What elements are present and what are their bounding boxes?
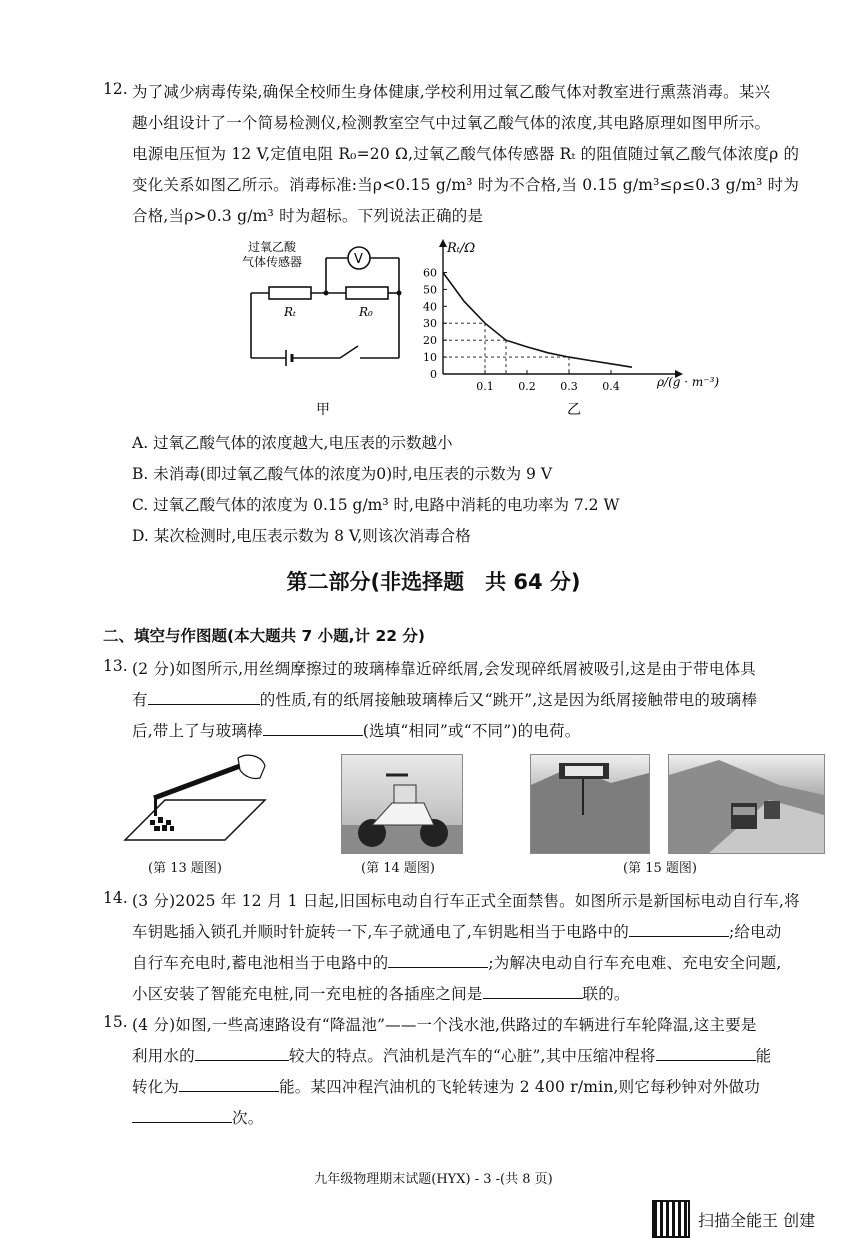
q13-blank-1[interactable]: [148, 690, 260, 705]
q14-number: 14.: [103, 889, 128, 907]
graph-x-tick-label: 0.3: [560, 380, 578, 393]
graph-y-tick-label: 10: [423, 351, 437, 365]
fig13-caption: (第 13 题图): [148, 861, 222, 876]
switch-symbol: [340, 346, 358, 358]
q15-line-4: 次。: [132, 1106, 263, 1128]
graph-y-tick-label: 20: [423, 334, 437, 348]
q15-line-3: 转化为 能。某四冲程汽油机的飞轮转速为 2 400 r/min,则它每秒钟对外做功: [132, 1078, 760, 1096]
q15-blank-4[interactable]: [132, 1108, 232, 1123]
q13-number: 13.: [103, 657, 128, 675]
q13-line-3: 后,带上了与玻璃棒 (选填“相同”或“不同”)的电荷。: [132, 722, 581, 740]
voltmeter-label: V: [354, 252, 363, 267]
circuit-diagram: [236, 236, 406, 426]
q12-option-b: B. 未消毒(即过氧乙酸气体的浓度为0)时,电压表的示数为 9 V: [132, 465, 553, 483]
graph-y-axis-arrow: [439, 239, 447, 247]
q12-number: 12.: [103, 80, 128, 98]
graph-x-tick-label: 0.4: [602, 380, 620, 393]
q14-line-3: 自行车充电时,蓄电池相当于电路中的 ;为解决电动自行车充电难、充电安全问题,: [132, 954, 782, 972]
q12-option-c: C. 过氧乙酸气体的浓度为 0.15 g/m³ 时,电路中消耗的电功率为 7.2 W: [132, 496, 620, 514]
q15-blank-3[interactable]: [179, 1077, 279, 1092]
graph-x-tick-label: 0.1: [476, 380, 494, 393]
q13-blank-2[interactable]: [263, 721, 363, 736]
graph-y-axis-label: Rₜ/Ω: [447, 241, 476, 256]
q14-line-4: 小区安装了智能充电桩,同一充电桩的各插座之间是 联的。: [132, 985, 630, 1003]
q14-blank-3[interactable]: [483, 984, 583, 999]
q13-line-1: (2 分)如图所示,用丝绸摩擦过的玻璃棒靠近碎纸屑,会发现碎纸屑被吸引,这是由于带电体具: [132, 660, 756, 678]
q12-line-2: 趣小组设计了一个简易检测仪,检测教室空气中过氧乙酸气体的浓度,其电路原理如图甲所示。: [132, 114, 771, 132]
q14-line-2: 车钥匙插入锁孔并顺时针旋转一下,车子就通电了,车钥匙相当于电路中的 ;给电动: [132, 923, 782, 941]
fig14-caption: (第 14 题图): [361, 861, 435, 876]
q14-blank-1[interactable]: [629, 922, 729, 937]
graph-y-tick-label: 0: [430, 368, 437, 381]
scanner-watermark-text: 扫描全能王 创建: [698, 1210, 816, 1230]
r0-label: R₀: [359, 305, 373, 319]
scanner-watermark: [652, 1200, 815, 1238]
sensor-resistor: [269, 287, 311, 299]
sensor-label-2: 气体传感器: [242, 255, 303, 269]
q15-blank-1[interactable]: [195, 1046, 289, 1061]
q12-option-a: A. 过氧乙酸气体的浓度越大,电压表的示数越小: [132, 434, 453, 452]
graph-resistance-curve: [443, 273, 632, 368]
graph-x-tick-label: 0.2: [518, 380, 536, 393]
fig15-caption: (第 15 题图): [623, 861, 697, 876]
graph-y-tick-label: 50: [423, 283, 437, 297]
graph-y-tick-label: 60: [423, 266, 437, 280]
sensor-label-1: 过氧乙酸: [248, 240, 297, 254]
page-footer: 九年级物理期末试题(HYX) - 3 -(共 8 页): [314, 1172, 553, 1187]
q14-blank-2[interactable]: [388, 953, 488, 968]
fig14-ebike-photo: [341, 754, 463, 854]
qr-code-icon: [652, 1200, 690, 1238]
q12-option-d: D. 某次检测时,电压表示数为 8 V,则该次消毒合格: [132, 527, 471, 545]
q15-line-1: (4 分)如图,一些高速路设有“降温池”——一个浅水池,供路过的车辆进行车轮降温,这主要是: [132, 1016, 757, 1034]
q15-number: 15.: [103, 1013, 128, 1031]
graph-caption: 乙: [567, 402, 581, 418]
q15-blank-2[interactable]: [656, 1046, 756, 1061]
fig15-road-sign-photo: [530, 754, 650, 854]
fig15-cooling-pool-photo: [668, 754, 825, 854]
q13-line-2: 有 的性质,有的纸屑接触玻璃棒后又“跳开”,这是因为纸屑接触带电的玻璃棒: [132, 691, 758, 709]
q14-line-1: (3 分)2025 年 12 月 1 日起,旧国标电动自行车正式全面禁售。如图所示是新国标电动自行车,将: [132, 892, 800, 910]
graph-y-tick-label: 30: [423, 317, 437, 331]
part-two-title: 第二部分(非选择题 共 64 分): [286, 570, 581, 594]
section-two-heading: 二、填空与作图题(本大题共 7 小题,计 22 分): [103, 627, 425, 645]
q12-line-4: 变化关系如图乙所示。消毒标准:当ρ<0.15 g/m³ 时为不合格,当 0.15 g/m³≤ρ≤0.3 g/m³ 时为: [132, 176, 800, 194]
q15-line-2: 利用水的 较大的特点。汽油机是汽车的“心脏”,其中压缩冲程将 能: [132, 1047, 772, 1065]
graph-x-axis-label: ρ/(g · m⁻³): [657, 375, 720, 389]
q12-line-3: 电源电压恒为 12 V,定值电阻 R₀=20 Ω,过氧乙酸气体传感器 Rₜ 的阻值随过氧乙酸气体浓度ρ 的: [132, 145, 800, 163]
fixed-resistor: [346, 287, 388, 299]
graph-y-tick-label: 40: [423, 300, 437, 314]
resistance-concentration-graph: [415, 236, 735, 426]
circuit-caption: 甲: [316, 402, 330, 418]
q12-line-5: 合格,当ρ>0.3 g/m³ 时为超标。下列说法正确的是: [132, 207, 484, 225]
q12-line-1: 为了减少病毒传染,确保全校师生身体健康,学校利用过氧乙酸气体对教室进行熏蒸消毒。某兴: [132, 83, 771, 101]
fig13-glass-rod-image: [120, 752, 270, 852]
rt-label: Rₜ: [284, 305, 296, 319]
